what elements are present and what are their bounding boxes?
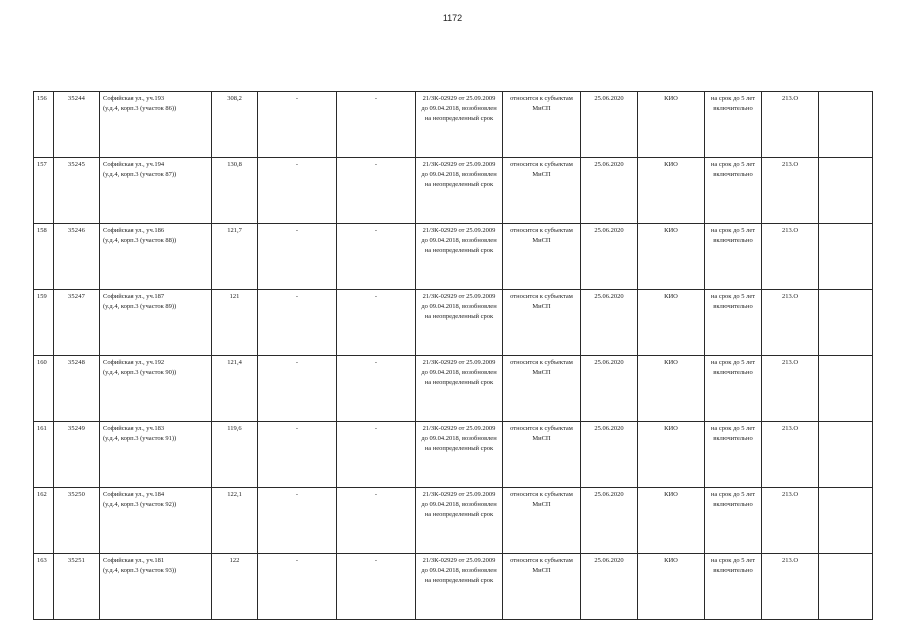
table-row [34,554,873,620]
dash-cell: - [337,290,416,356]
empty-cell [819,554,873,620]
area-cell: 122 [212,554,258,620]
category-cell [503,488,581,554]
area-cell: 130,8 [212,158,258,224]
category-line: относится к субъектам [510,293,573,300]
dash-cell: - [258,422,337,488]
contract-cell [416,554,503,620]
contract-line: 21/ЗК-02929 от 25.09.2009 [422,95,496,102]
contract-line: до 09.04.2018, возобновлен [421,171,497,178]
term-line: включительно [713,435,753,442]
category-line: МиСП [532,369,551,376]
address-line: Софийская ул., уч.184 [103,491,165,498]
contract-cell [416,158,503,224]
table-row [34,290,873,356]
category-line: относится к субъектам [510,557,573,564]
table-row [34,92,873,158]
category-cell [503,290,581,356]
code-cell: 213.О [762,290,819,356]
registry-code-cell: 35247 [54,290,100,356]
category-line: относится к субъектам [510,425,573,432]
term-line: на срок до 5 лет [710,293,756,300]
code-cell: 213.О [762,92,819,158]
address-line: (у.д.4, корп.3 (участок 87)) [103,171,177,178]
contract-line: до 09.04.2018, возобновлен [421,369,497,376]
org-cell: КИО [638,488,705,554]
term-line: на срок до 5 лет [710,95,756,102]
area-cell: 121 [212,290,258,356]
category-line: МиСП [532,171,551,178]
category-line: МиСП [532,501,551,508]
code-cell: 213.О [762,422,819,488]
date-cell: 25.06.2020 [581,554,638,620]
contract-line: 21/ЗК-02929 от 25.09.2009 [422,491,496,498]
dash-cell: - [337,488,416,554]
registry-code-cell: 35250 [54,488,100,554]
term-line: включительно [713,171,753,178]
code-cell: 213.О [762,554,819,620]
term-line: на срок до 5 лет [710,359,756,366]
org-cell: КИО [638,422,705,488]
empty-cell [819,356,873,422]
category-line: относится к субъектам [510,95,573,102]
contract-line: на неопределенный срок [424,115,494,122]
term-line: включительно [713,105,753,112]
table-body [34,92,873,620]
row-number-cell: 156 [34,92,54,158]
code-cell: 213.О [762,356,819,422]
date-cell: 25.06.2020 [581,488,638,554]
org-cell: КИО [638,356,705,422]
category-line: относится к субъектам [510,227,573,234]
code-cell: 213.О [762,158,819,224]
term-cell [705,356,762,422]
term-line: включительно [713,567,753,574]
term-cell [705,224,762,290]
area-cell: 308,2 [212,92,258,158]
org-cell: КИО [638,290,705,356]
registry-code-cell: 35249 [54,422,100,488]
address-line: (у.д.4, корп.3 (участок 88)) [103,237,177,244]
address-line: Софийская ул., уч.183 [103,425,165,432]
contract-cell [416,422,503,488]
address-line: (у.д.4, корп.3 (участок 93)) [103,567,177,574]
contract-line: 21/ЗК-02929 от 25.09.2009 [422,227,496,234]
category-cell [503,92,581,158]
term-line: на срок до 5 лет [710,491,756,498]
contract-cell [416,488,503,554]
date-cell: 25.06.2020 [581,422,638,488]
table-row [34,356,873,422]
term-cell [705,290,762,356]
category-cell [503,554,581,620]
category-line: МиСП [532,567,551,574]
address-cell [100,488,212,554]
address-cell [100,92,212,158]
dash-cell: - [258,224,337,290]
dash-cell: - [337,356,416,422]
code-cell: 213.О [762,488,819,554]
term-cell [705,158,762,224]
dash-cell: - [258,92,337,158]
dash-cell: - [337,158,416,224]
term-cell [705,92,762,158]
address-line: Софийская ул., уч.181 [103,557,165,564]
org-cell: КИО [638,224,705,290]
row-number-cell: 160 [34,356,54,422]
category-line: относится к субъектам [510,359,573,366]
address-line: Софийская ул., уч.186 [103,227,165,234]
area-cell: 119,6 [212,422,258,488]
address-line: Софийская ул., уч.193 [103,95,165,102]
address-cell [100,554,212,620]
contract-line: 21/ЗК-02929 от 25.09.2009 [422,293,496,300]
empty-cell [819,488,873,554]
term-line: включительно [713,237,753,244]
address-cell [100,224,212,290]
category-line: относится к субъектам [510,491,573,498]
row-number-cell: 163 [34,554,54,620]
dash-cell: - [258,554,337,620]
category-cell [503,356,581,422]
category-cell [503,422,581,488]
area-cell: 121,4 [212,356,258,422]
contract-line: на неопределенный срок [424,577,494,584]
dash-cell: - [337,554,416,620]
term-line: включительно [713,501,753,508]
date-cell: 25.06.2020 [581,290,638,356]
address-cell [100,356,212,422]
address-line: (у.д.4, корп.3 (участок 91)) [103,435,177,442]
contract-line: до 09.04.2018, возобновлен [421,303,497,310]
contract-cell [416,224,503,290]
dash-cell: - [337,422,416,488]
contract-line: до 09.04.2018, возобновлен [421,435,497,442]
registry-code-cell: 35246 [54,224,100,290]
category-cell [503,158,581,224]
term-cell [705,488,762,554]
contract-cell [416,92,503,158]
term-line: на срок до 5 лет [710,227,756,234]
address-line: (у.д.4, корп.3 (участок 92)) [103,501,177,508]
row-number-cell: 158 [34,224,54,290]
date-cell: 25.06.2020 [581,158,638,224]
term-line: на срок до 5 лет [710,161,756,168]
category-cell [503,224,581,290]
category-line: относится к субъектам [510,161,573,168]
table-row [34,158,873,224]
date-cell: 25.06.2020 [581,92,638,158]
contract-line: до 09.04.2018, возобновлен [421,237,497,244]
dash-cell: - [258,356,337,422]
address-line: Софийская ул., уч.192 [103,359,165,366]
address-cell [100,422,212,488]
address-line: Софийская ул., уч.194 [103,161,165,168]
contract-line: на неопределенный срок [424,181,494,188]
contract-line: 21/ЗК-02929 от 25.09.2009 [422,359,496,366]
page-number: 1172 [442,13,463,23]
dash-cell: - [337,224,416,290]
dash-cell: - [337,92,416,158]
contract-line: до 09.04.2018, возобновлен [421,567,497,574]
row-number-cell: 162 [34,488,54,554]
contract-line: на неопределенный срок [424,445,494,452]
contract-line: на неопределенный срок [424,247,494,254]
empty-cell [819,290,873,356]
dash-cell: - [258,158,337,224]
row-number-cell: 157 [34,158,54,224]
row-number-cell: 159 [34,290,54,356]
category-line: МиСП [532,237,551,244]
org-cell: КИО [638,92,705,158]
contract-line: до 09.04.2018, возобновлен [421,501,497,508]
table-row [34,488,873,554]
row-number-cell: 161 [34,422,54,488]
org-cell: КИО [638,158,705,224]
contract-line: 21/ЗК-02929 от 25.09.2009 [422,425,496,432]
registry-code-cell: 35251 [54,554,100,620]
term-line: на срок до 5 лет [710,425,756,432]
empty-cell [819,158,873,224]
category-line: МиСП [532,105,551,112]
empty-cell [819,422,873,488]
address-line: (у.д.4, корп.3 (участок 89)) [103,303,177,310]
code-cell: 213.О [762,224,819,290]
contract-line: на неопределенный срок [424,379,494,386]
table-row [34,224,873,290]
category-line: МиСП [532,303,551,310]
empty-cell [819,92,873,158]
contract-line: на неопределенный срок [424,511,494,518]
contract-line: 21/ЗК-02929 от 25.09.2009 [422,161,496,168]
term-line: на срок до 5 лет [710,557,756,564]
area-cell: 122,1 [212,488,258,554]
address-line: (у.д.4, корп.3 (участок 86)) [103,105,177,112]
register-table [33,91,873,620]
term-line: включительно [713,303,753,310]
registry-code-cell: 35245 [54,158,100,224]
contract-line: на неопределенный срок [424,313,494,320]
dash-cell: - [258,488,337,554]
dash-cell: - [258,290,337,356]
term-cell [705,422,762,488]
contract-cell [416,290,503,356]
address-cell [100,158,212,224]
registry-code-cell: 35244 [54,92,100,158]
contract-cell [416,356,503,422]
date-cell: 25.06.2020 [581,224,638,290]
contract-line: 21/ЗК-02929 от 25.09.2009 [422,557,496,564]
registry-code-cell: 35248 [54,356,100,422]
category-line: МиСП [532,435,551,442]
address-line: Софийская ул., уч.187 [103,293,165,300]
date-cell: 25.06.2020 [581,356,638,422]
org-cell: КИО [638,554,705,620]
term-line: включительно [713,369,753,376]
address-line: (у.д.4, корп.3 (участок 90)) [103,369,177,376]
address-cell [100,290,212,356]
contract-line: до 09.04.2018, возобновлен [421,105,497,112]
term-cell [705,554,762,620]
table-row [34,422,873,488]
empty-cell [819,224,873,290]
area-cell: 121,7 [212,224,258,290]
